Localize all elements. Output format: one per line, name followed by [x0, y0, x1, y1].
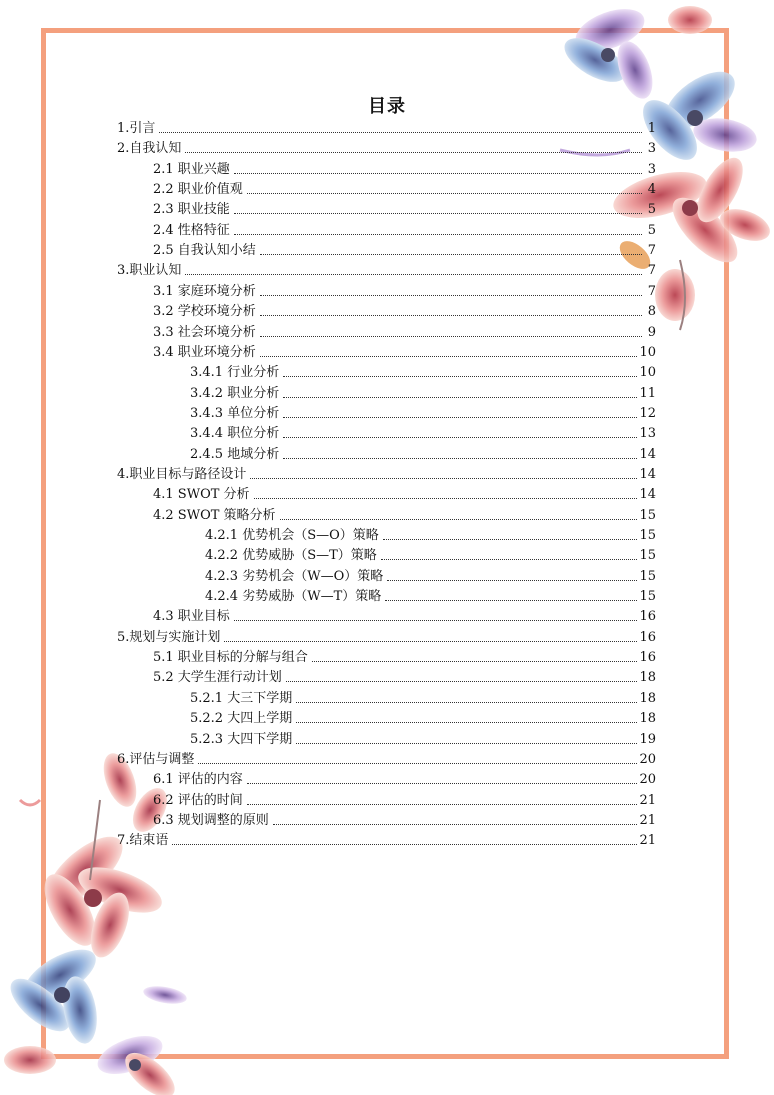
toc-entry-page: 15: [639, 528, 656, 543]
toc-dot-leader: [234, 234, 642, 235]
toc-dot-leader: [260, 254, 642, 255]
toc-dot-leader: [159, 132, 642, 133]
toc-dot-leader: [296, 722, 637, 723]
toc-dot-leader: [234, 173, 642, 174]
toc-entry[interactable]: [153, 769, 656, 789]
toc-entry-page: 15: [639, 568, 656, 584]
toc-entry-label: 6.1 评估的内容: [153, 772, 243, 788]
toc-dot-leader: [383, 539, 638, 540]
toc-entry-label: 3.4.1 行业分析: [190, 365, 280, 381]
toc-entry-page: 3: [647, 161, 656, 177]
toc-entry[interactable]: [153, 647, 656, 667]
toc-entry-page: 3: [647, 141, 656, 157]
toc-dot-leader: [385, 600, 637, 601]
toc-entry[interactable]: [117, 260, 656, 280]
toc-entry[interactable]: [117, 464, 656, 484]
toc-entry-page: 13: [639, 426, 656, 442]
toc-dot-leader: [387, 580, 637, 581]
toc-entry-page: 10: [639, 344, 656, 360]
toc-entry-label: 3.4.2 职业分析: [190, 385, 280, 401]
toc-entry-label: 3.4.3 单位分析: [190, 405, 280, 421]
toc-entry-label: 3.1 家庭环境分析: [153, 283, 256, 299]
toc-dot-leader: [250, 478, 637, 479]
toc-entry[interactable]: [153, 220, 656, 240]
toc-entry[interactable]: [117, 627, 656, 647]
toc-dot-leader: [296, 743, 637, 744]
toc-entry-label: 4.2.2 优势威胁（S—T）策略: [205, 548, 377, 564]
toc-entry[interactable]: [153, 199, 656, 219]
toc-entry-label: 4.1 SWOT 分析: [153, 487, 250, 503]
toc-entry[interactable]: [153, 301, 656, 321]
toc-entry-page: 16: [639, 650, 656, 666]
toc-entry-label: 5.1 职业目标的分解与组合: [153, 650, 308, 666]
toc-entry[interactable]: [153, 342, 656, 362]
toc-dot-leader: [185, 274, 642, 275]
toc-dot-leader: [283, 376, 637, 377]
toc-entry[interactable]: [117, 118, 656, 138]
toc-entry-page: 4: [647, 182, 656, 198]
toc-dot-leader: [283, 437, 637, 438]
toc-entry-label: 2.自我认知: [117, 141, 182, 157]
toc-dot-leader: [381, 559, 638, 560]
toc-entry-label: 2.4.5 地域分析: [190, 446, 280, 462]
toc-entry[interactable]: [190, 444, 656, 464]
toc-dot-leader: [260, 315, 642, 316]
toc-entry[interactable]: [190, 362, 656, 382]
toc-entry-page: 7: [647, 243, 656, 259]
toc-entry-page: 15: [639, 589, 656, 605]
toc-entry-page: 16: [639, 609, 656, 625]
toc-entry-page: 14: [639, 446, 656, 462]
toc-entry[interactable]: [205, 566, 656, 586]
toc-entry[interactable]: [153, 484, 656, 504]
toc-dot-leader: [224, 641, 637, 642]
toc-dot-leader: [280, 519, 638, 520]
toc-entry-label: 4.2 SWOT 策略分析: [153, 507, 276, 523]
toc-entry-page: 7: [647, 263, 656, 279]
toc-entry-page: 1: [647, 121, 656, 136]
toc-entry-label: 3.职业认知: [117, 263, 182, 279]
toc-entry[interactable]: [153, 667, 656, 687]
toc-entry-page: 18: [639, 711, 656, 727]
toc-entry-page: 20: [639, 772, 656, 788]
toc-entry-label: 3.4.4 职位分析: [190, 426, 280, 442]
toc-entry-label: 7.结束语: [117, 833, 169, 849]
toc-entry-label: 4.3 职业目标: [153, 609, 230, 625]
toc-entry-label: 5.2 大学生涯行动计划: [153, 670, 282, 686]
toc-dot-leader: [260, 295, 642, 296]
toc-entry[interactable]: [153, 281, 656, 301]
toc-entry-label: 2.1 职业兴趣: [153, 161, 230, 177]
toc-entry-page: 12: [639, 405, 656, 421]
toc-entry-page: 20: [639, 751, 656, 767]
toc-entry-page: 5: [647, 222, 656, 238]
toc-entry[interactable]: [153, 159, 656, 179]
toc-entry-label: 3.4 职业环境分析: [153, 344, 256, 360]
toc-entry[interactable]: [153, 606, 656, 626]
toc-entry-label: 6.3 规划调整的原则: [153, 812, 269, 828]
toc-entry-label: 6.评估与调整: [117, 751, 195, 767]
toc-entry[interactable]: [117, 749, 656, 769]
toc-entry-page: 14: [639, 466, 656, 482]
toc-entry-page: 11: [639, 385, 656, 401]
toc-entry[interactable]: [205, 545, 656, 565]
toc-entry-page: 19: [639, 731, 656, 747]
toc-entry-page: 14: [639, 487, 656, 503]
toc-entry-label: 5.2.2 大四上学期: [190, 711, 293, 727]
toc-dot-leader: [247, 783, 638, 784]
toc-dot-leader: [198, 763, 637, 764]
toc-entry-label: 5.2.1 大三下学期: [190, 690, 293, 706]
toc-entry-label: 2.3 职业技能: [153, 202, 230, 218]
toc-dot-leader: [185, 152, 642, 153]
toc-entry-page: 7: [647, 283, 656, 299]
toc-dot-leader: [312, 661, 638, 662]
toc-entry[interactable]: [190, 423, 656, 443]
toc-dot-leader: [286, 681, 638, 682]
toc-dot-leader: [234, 213, 642, 214]
toc-entry[interactable]: [153, 240, 656, 260]
toc-entry-label: 1.引言: [117, 121, 156, 136]
toc-entry[interactable]: [190, 729, 656, 749]
toc-entry[interactable]: [153, 810, 656, 830]
toc-entry-label: 4.2.4 劣势威胁（W—T）策略: [205, 589, 382, 605]
toc-entry[interactable]: [117, 138, 656, 158]
toc-entry-label: 2.2 职业价值观: [153, 182, 243, 198]
toc-entry-label: 4.职业目标与路径设计: [117, 466, 247, 482]
toc-entry-page: 10: [639, 365, 656, 381]
toc-entry-page: 15: [639, 548, 656, 564]
toc-entry-page: 18: [639, 690, 656, 706]
toc-entry-page: 21: [639, 833, 656, 849]
toc-entry[interactable]: [153, 179, 656, 199]
toc-dot-leader: [247, 193, 642, 194]
toc-dot-leader: [234, 620, 638, 621]
toc-entry-page: 8: [647, 304, 656, 320]
toc-entry[interactable]: [153, 505, 656, 525]
toc-entry-page: 21: [639, 792, 656, 808]
toc-entry[interactable]: [117, 830, 656, 850]
toc-dot-leader: [273, 824, 638, 825]
toc-dot-leader: [260, 336, 642, 337]
toc-entry-page: 21: [639, 812, 656, 828]
toc-entry-page: 9: [647, 324, 656, 340]
toc-dot-leader: [283, 417, 637, 418]
toc-entry-label: 5.2.3 大四下学期: [190, 731, 293, 747]
toc-entry[interactable]: [205, 525, 656, 545]
toc-title: 目录: [368, 96, 406, 117]
toc-entry[interactable]: [190, 403, 656, 423]
toc-entry-page: 16: [639, 629, 656, 645]
toc-entry-page: 5: [647, 202, 656, 218]
toc-entry[interactable]: [153, 790, 656, 810]
toc-entry-label: 6.2 评估的时间: [153, 792, 243, 808]
toc-dot-leader: [260, 356, 638, 357]
toc-entry-page: 15: [639, 507, 656, 523]
toc-entry-label: 2.5 自我认知小结: [153, 243, 256, 259]
toc-entry-label: 3.3 社会环境分析: [153, 324, 256, 340]
toc-dot-leader: [172, 844, 637, 845]
toc-entry[interactable]: [190, 688, 656, 708]
toc-entry-label: 2.4 性格特征: [153, 222, 230, 238]
toc-entry-page: 18: [639, 670, 656, 686]
toc-entry[interactable]: [190, 708, 656, 728]
toc-dot-leader: [283, 397, 637, 398]
toc-entry[interactable]: [190, 383, 656, 403]
toc-dot-leader: [283, 458, 637, 459]
toc-entry-label: 4.2.1 优势机会（S—O）策略: [205, 528, 379, 543]
toc-entry-label: 5.规划与实施计划: [117, 629, 221, 645]
toc-dot-leader: [296, 702, 637, 703]
toc-entry[interactable]: [205, 586, 656, 606]
toc-dot-leader: [247, 804, 638, 805]
toc-entry-label: 4.2.3 劣势机会（W—O）策略: [205, 568, 384, 584]
toc-entry[interactable]: [153, 322, 656, 342]
toc-entry-label: 3.2 学校环境分析: [153, 304, 256, 320]
toc-dot-leader: [254, 498, 638, 499]
